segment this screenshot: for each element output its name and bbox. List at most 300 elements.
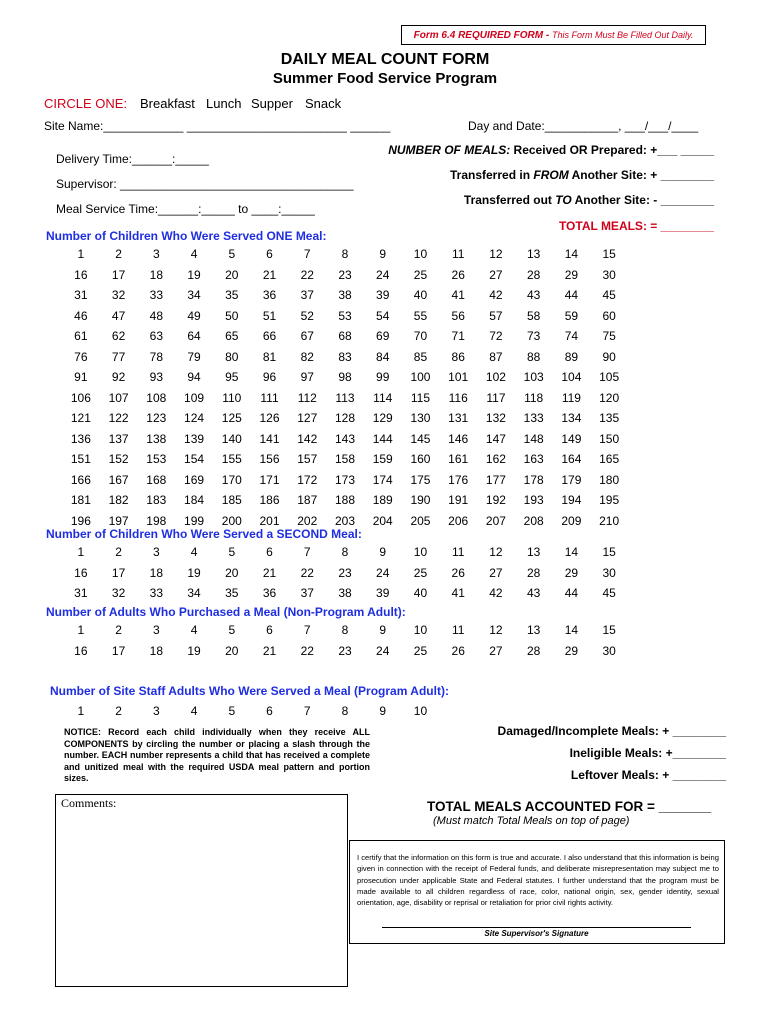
count-number[interactable]: 9 (379, 704, 387, 718)
count-number[interactable]: 197 (108, 513, 129, 528)
count-number[interactable]: 11 (451, 247, 465, 261)
count-number[interactable]: 148 (523, 431, 544, 446)
count-number[interactable]: 26 (451, 565, 465, 580)
count-number[interactable]: 210 (599, 513, 620, 528)
count-number[interactable]: 17 (111, 565, 126, 580)
count-number[interactable]: 42 (489, 288, 503, 302)
count-number[interactable]: 139 (184, 431, 205, 446)
count-number[interactable]: 64 (187, 329, 201, 343)
count-number[interactable]: 4 (190, 247, 198, 261)
count-number[interactable]: 123 (146, 411, 167, 425)
count-number[interactable]: 110 (222, 390, 242, 405)
count-number[interactable]: 16 (74, 565, 88, 580)
count-number[interactable]: 180 (599, 472, 620, 487)
count-number[interactable]: 189 (372, 493, 393, 507)
count-number[interactable]: 24 (376, 643, 390, 658)
count-number[interactable]: 63 (149, 329, 163, 343)
count-number[interactable]: 52 (300, 308, 314, 323)
count-number[interactable]: 169 (184, 472, 205, 487)
count-number[interactable]: 49 (187, 308, 201, 323)
total-accounted-field[interactable]: TOTAL MEALS ACCOUNTED FOR = _______ (427, 799, 712, 814)
count-number[interactable]: 3 (152, 704, 160, 718)
count-number[interactable]: 8 (341, 704, 349, 718)
count-number[interactable]: 3 (152, 545, 160, 559)
option-supper[interactable]: Supper (251, 96, 293, 111)
count-number[interactable]: 46 (74, 308, 88, 323)
total-meals-field[interactable]: TOTAL MEALS: = ________ (558, 219, 714, 233)
count-number[interactable]: 34 (187, 288, 201, 302)
count-number[interactable]: 74 (564, 329, 579, 343)
count-number[interactable]: 115 (410, 390, 431, 405)
count-number[interactable]: 29 (564, 643, 579, 658)
count-number[interactable]: 19 (187, 643, 201, 658)
count-number[interactable]: 15 (602, 623, 616, 637)
count-number[interactable]: 11 (451, 545, 465, 559)
count-number[interactable]: 87 (489, 349, 503, 364)
count-number[interactable]: 119 (561, 390, 581, 405)
count-number[interactable]: 35 (225, 586, 239, 600)
count-number[interactable]: 122 (108, 411, 129, 425)
count-number[interactable]: 190 (410, 493, 431, 507)
count-number[interactable]: 103 (523, 370, 544, 384)
count-number[interactable]: 2 (115, 704, 122, 718)
count-number[interactable]: 99 (376, 370, 390, 384)
count-number[interactable]: 130 (410, 411, 431, 425)
count-number[interactable]: 137 (108, 431, 129, 446)
count-number[interactable]: 4 (190, 623, 198, 637)
count-number[interactable]: 23 (338, 643, 352, 658)
count-number[interactable]: 23 (338, 565, 352, 580)
count-number[interactable]: 205 (410, 513, 431, 528)
count-number[interactable]: 20 (225, 643, 239, 658)
count-number[interactable]: 37 (300, 288, 314, 302)
count-number[interactable]: 50 (225, 308, 239, 323)
site-name-field[interactable]: Site Name:____________ ________________________ ______ (44, 119, 391, 133)
count-number[interactable]: 133 (523, 411, 544, 425)
count-number[interactable]: 30 (602, 565, 616, 580)
count-number[interactable]: 111 (260, 390, 279, 405)
count-number[interactable]: 202 (297, 513, 318, 528)
count-number[interactable]: 136 (70, 431, 91, 446)
count-number[interactable]: 77 (111, 349, 126, 364)
count-number[interactable]: 76 (74, 349, 88, 364)
count-number[interactable]: 22 (300, 565, 314, 580)
count-number[interactable]: 39 (376, 586, 390, 600)
count-number[interactable]: 27 (489, 565, 503, 580)
count-number[interactable]: 15 (602, 545, 616, 559)
count-number[interactable]: 156 (259, 452, 280, 466)
count-number[interactable]: 184 (184, 493, 205, 507)
option-lunch[interactable]: Lunch (206, 96, 242, 111)
count-number[interactable]: 112 (297, 390, 317, 405)
count-number[interactable]: 38 (338, 288, 352, 302)
count-number[interactable]: 10 (413, 545, 428, 559)
count-number[interactable]: 106 (70, 390, 91, 405)
count-number[interactable]: 208 (523, 513, 544, 528)
count-number[interactable]: 138 (146, 431, 167, 446)
count-number[interactable]: 7 (303, 247, 311, 261)
count-number[interactable]: 113 (335, 390, 355, 405)
count-number[interactable]: 27 (489, 267, 503, 282)
count-number[interactable]: 7 (303, 545, 311, 559)
count-number[interactable]: 12 (489, 247, 503, 261)
count-number[interactable]: 150 (599, 431, 620, 446)
count-number[interactable]: 45 (602, 586, 616, 600)
count-number[interactable]: 21 (262, 267, 277, 282)
count-number[interactable]: 120 (599, 390, 620, 405)
count-number[interactable]: 81 (262, 349, 277, 364)
count-number[interactable]: 21 (262, 565, 277, 580)
count-number[interactable]: 191 (448, 493, 469, 507)
count-number[interactable]: 10 (413, 247, 428, 261)
count-number[interactable]: 116 (448, 390, 468, 405)
count-number[interactable]: 22 (300, 643, 314, 658)
count-number[interactable]: 175 (410, 472, 431, 487)
count-number[interactable]: 39 (376, 288, 390, 302)
count-number[interactable]: 13 (526, 545, 541, 559)
count-number[interactable]: 1 (77, 247, 85, 261)
count-number[interactable]: 142 (297, 431, 318, 446)
count-number[interactable]: 9 (379, 623, 387, 637)
count-number[interactable]: 127 (297, 411, 318, 425)
count-number[interactable]: 14 (564, 545, 579, 559)
count-number[interactable]: 160 (410, 452, 431, 466)
count-number[interactable]: 129 (372, 411, 393, 425)
count-number[interactable]: 194 (561, 493, 582, 507)
count-number[interactable]: 25 (413, 565, 428, 580)
count-number[interactable]: 198 (146, 513, 167, 528)
count-number[interactable]: 32 (111, 586, 126, 600)
count-number[interactable]: 199 (184, 513, 205, 528)
count-number[interactable]: 97 (300, 370, 314, 384)
count-number[interactable]: 19 (187, 565, 201, 580)
count-number[interactable]: 62 (111, 329, 126, 343)
delivery-time-field[interactable]: Delivery Time:______:_____ (56, 152, 209, 166)
count-number[interactable]: 161 (448, 452, 469, 466)
count-number[interactable]: 5 (228, 623, 236, 637)
count-number[interactable]: 100 (410, 370, 431, 384)
count-number[interactable]: 28 (526, 643, 541, 658)
count-number[interactable]: 204 (372, 513, 393, 528)
count-number[interactable]: 68 (338, 329, 352, 343)
count-number[interactable]: 164 (561, 452, 582, 466)
count-number[interactable]: 89 (564, 349, 579, 364)
count-number[interactable]: 41 (451, 288, 465, 302)
received-prepared-field[interactable]: NUMBER OF MEALS: Received OR Prepared: +___ _____ (388, 143, 714, 157)
count-number[interactable]: 195 (599, 493, 620, 507)
count-number[interactable]: 170 (221, 472, 242, 487)
count-number[interactable]: 140 (221, 431, 242, 446)
count-number[interactable]: 109 (184, 390, 205, 405)
ineligible-meals-field[interactable]: Ineligible Meals: +________ (569, 746, 726, 760)
count-number[interactable]: 14 (564, 623, 579, 637)
count-number[interactable]: 182 (108, 493, 129, 507)
count-number[interactable]: 8 (341, 247, 349, 261)
count-number[interactable]: 26 (451, 267, 465, 282)
count-number[interactable]: 85 (413, 349, 428, 364)
count-number[interactable]: 24 (376, 565, 390, 580)
count-number[interactable]: 174 (372, 472, 393, 487)
count-number[interactable]: 25 (413, 267, 428, 282)
count-number[interactable]: 59 (564, 308, 579, 323)
count-number[interactable]: 19 (187, 267, 201, 282)
count-number[interactable]: 23 (338, 267, 352, 282)
count-number[interactable]: 61 (74, 329, 88, 343)
comments-box[interactable] (55, 794, 348, 987)
count-number[interactable]: 7 (303, 704, 311, 718)
count-number[interactable]: 135 (599, 411, 620, 425)
count-number[interactable]: 151 (70, 452, 91, 466)
count-number[interactable]: 124 (184, 411, 205, 425)
count-number[interactable]: 152 (108, 452, 129, 466)
count-number[interactable]: 30 (602, 267, 616, 282)
count-number[interactable]: 179 (561, 472, 582, 487)
count-number[interactable]: 98 (338, 370, 352, 384)
count-number[interactable]: 158 (334, 452, 355, 466)
count-number[interactable]: 30 (602, 643, 616, 658)
count-number[interactable]: 173 (334, 472, 355, 487)
count-number[interactable]: 168 (146, 472, 167, 487)
count-number[interactable]: 10 (413, 623, 428, 637)
count-number[interactable]: 45 (602, 288, 616, 302)
count-number[interactable]: 192 (485, 493, 506, 507)
count-number[interactable]: 193 (523, 493, 544, 507)
count-number[interactable]: 157 (297, 452, 318, 466)
count-number[interactable]: 125 (221, 411, 242, 425)
count-number[interactable]: 86 (451, 349, 465, 364)
count-number[interactable]: 163 (523, 452, 544, 466)
count-number[interactable]: 73 (526, 329, 541, 343)
count-number[interactable]: 60 (602, 308, 616, 323)
count-number[interactable]: 33 (149, 288, 163, 302)
count-number[interactable]: 162 (485, 452, 506, 466)
count-number[interactable]: 128 (334, 411, 355, 425)
count-number[interactable]: 25 (413, 643, 428, 658)
count-number[interactable]: 5 (228, 545, 236, 559)
count-number[interactable]: 166 (70, 472, 91, 487)
count-number[interactable]: 153 (146, 452, 167, 466)
count-number[interactable]: 83 (338, 349, 352, 364)
count-number[interactable]: 107 (108, 390, 129, 405)
count-number[interactable]: 35 (225, 288, 239, 302)
count-number[interactable]: 20 (225, 565, 239, 580)
count-number[interactable]: 6 (266, 545, 273, 559)
count-number[interactable]: 36 (262, 586, 277, 600)
damaged-meals-field[interactable]: Damaged/Incomplete Meals: + ________ (497, 724, 726, 738)
count-number[interactable]: 18 (149, 643, 163, 658)
transferred-in-field[interactable]: Transferred in FROM Another Site: + ________ (450, 168, 714, 182)
count-number[interactable]: 17 (111, 643, 126, 658)
count-number[interactable]: 118 (524, 390, 544, 405)
count-number[interactable]: 134 (561, 411, 582, 425)
count-number[interactable]: 40 (413, 586, 428, 600)
count-number[interactable]: 44 (564, 586, 579, 600)
count-number[interactable]: 80 (225, 349, 239, 364)
count-number[interactable]: 155 (221, 452, 242, 466)
count-number[interactable]: 56 (451, 308, 465, 323)
count-number[interactable]: 14 (564, 247, 579, 261)
count-number[interactable]: 108 (146, 390, 167, 405)
count-number[interactable]: 209 (561, 513, 582, 528)
count-number[interactable]: 72 (489, 329, 503, 343)
count-number[interactable]: 6 (266, 247, 273, 261)
count-number[interactable]: 28 (526, 267, 541, 282)
count-number[interactable]: 31 (74, 586, 88, 600)
count-number[interactable]: 79 (187, 349, 201, 364)
count-number[interactable]: 96 (262, 370, 277, 384)
count-number[interactable]: 29 (564, 565, 579, 580)
count-number[interactable]: 27 (489, 643, 503, 658)
count-number[interactable]: 47 (111, 308, 126, 323)
count-number[interactable]: 145 (410, 431, 431, 446)
count-number[interactable]: 141 (259, 431, 280, 446)
count-number[interactable]: 16 (74, 267, 88, 282)
count-number[interactable]: 91 (74, 370, 88, 384)
count-number[interactable]: 5 (228, 704, 236, 718)
count-number[interactable]: 22 (300, 267, 314, 282)
count-number[interactable]: 69 (376, 329, 390, 343)
count-number[interactable]: 40 (413, 288, 428, 302)
count-number[interactable]: 105 (599, 370, 620, 384)
count-number[interactable]: 172 (297, 472, 318, 487)
count-number[interactable]: 94 (187, 370, 201, 384)
count-number[interactable]: 10 (413, 704, 428, 718)
count-number[interactable]: 1 (77, 704, 85, 718)
count-number[interactable]: 36 (262, 288, 277, 302)
count-number[interactable]: 13 (526, 247, 541, 261)
count-number[interactable]: 41 (451, 586, 465, 600)
count-number[interactable]: 206 (448, 513, 469, 528)
count-number[interactable]: 29 (564, 267, 579, 282)
count-number[interactable]: 121 (70, 411, 91, 425)
count-number[interactable]: 1 (77, 623, 85, 637)
leftover-meals-field[interactable]: Leftover Meals: + ________ (570, 768, 726, 782)
count-number[interactable]: 167 (108, 472, 129, 487)
count-number[interactable]: 75 (602, 329, 616, 343)
count-number[interactable]: 24 (376, 267, 390, 282)
count-number[interactable]: 12 (489, 623, 503, 637)
count-number[interactable]: 2 (115, 545, 122, 559)
count-number[interactable]: 132 (485, 411, 506, 425)
count-number[interactable]: 95 (225, 370, 239, 384)
count-number[interactable]: 159 (372, 452, 393, 466)
count-number[interactable]: 5 (228, 247, 236, 261)
count-number[interactable]: 149 (561, 431, 582, 446)
count-number[interactable]: 9 (379, 545, 387, 559)
count-number[interactable]: 9 (379, 247, 387, 261)
count-number[interactable]: 178 (523, 472, 544, 487)
count-number[interactable]: 102 (485, 370, 506, 384)
count-number[interactable]: 114 (373, 390, 393, 405)
count-number[interactable]: 196 (70, 513, 91, 528)
count-number[interactable]: 55 (413, 308, 428, 323)
count-number[interactable]: 200 (221, 513, 242, 528)
count-number[interactable]: 15 (602, 247, 616, 261)
count-number[interactable]: 187 (297, 493, 318, 507)
count-number[interactable]: 28 (526, 565, 541, 580)
count-number[interactable]: 57 (489, 308, 503, 323)
count-number[interactable]: 92 (111, 370, 126, 384)
signature-line[interactable] (382, 927, 691, 928)
count-number[interactable]: 12 (489, 545, 503, 559)
option-snack[interactable]: Snack (305, 96, 342, 111)
option-breakfast[interactable]: Breakfast (140, 96, 195, 111)
count-number[interactable]: 201 (259, 513, 280, 528)
count-number[interactable]: 93 (149, 370, 163, 384)
count-number[interactable]: 13 (526, 623, 541, 637)
count-number[interactable]: 84 (376, 349, 390, 364)
count-number[interactable]: 4 (190, 545, 198, 559)
count-number[interactable]: 1 (77, 545, 85, 559)
count-number[interactable]: 17 (111, 267, 126, 282)
count-number[interactable]: 82 (300, 349, 314, 364)
count-number[interactable]: 176 (448, 472, 469, 487)
count-number[interactable]: 3 (152, 623, 160, 637)
count-number[interactable]: 2 (115, 247, 122, 261)
count-number[interactable]: 147 (485, 431, 506, 446)
count-number[interactable]: 70 (413, 329, 428, 343)
count-number[interactable]: 6 (266, 704, 273, 718)
count-number[interactable]: 48 (149, 308, 163, 323)
count-number[interactable]: 34 (187, 586, 201, 600)
count-number[interactable]: 16 (74, 643, 88, 658)
count-number[interactable]: 165 (599, 452, 620, 466)
day-date-field[interactable]: Day and Date:___________, ___/___/____ (468, 119, 699, 133)
count-number[interactable]: 131 (448, 411, 469, 425)
count-number[interactable]: 104 (561, 370, 582, 384)
count-number[interactable]: 18 (149, 565, 163, 580)
count-number[interactable]: 143 (334, 431, 355, 446)
count-number[interactable]: 31 (74, 288, 88, 302)
count-number[interactable]: 203 (334, 513, 355, 528)
count-number[interactable]: 65 (225, 329, 239, 343)
count-number[interactable]: 6 (266, 623, 273, 637)
count-number[interactable]: 38 (338, 586, 352, 600)
count-number[interactable]: 26 (451, 643, 465, 658)
count-number[interactable]: 8 (341, 545, 349, 559)
count-number[interactable]: 186 (259, 493, 280, 507)
count-number[interactable]: 177 (485, 472, 506, 487)
count-number[interactable]: 117 (486, 390, 506, 405)
count-number[interactable]: 144 (372, 431, 393, 446)
count-number[interactable]: 207 (485, 513, 506, 528)
count-number[interactable]: 3 (152, 247, 160, 261)
count-number[interactable]: 185 (221, 493, 242, 507)
count-number[interactable]: 2 (115, 623, 122, 637)
count-number[interactable]: 126 (259, 411, 280, 425)
count-number[interactable]: 54 (376, 308, 390, 323)
count-number[interactable]: 8 (341, 623, 349, 637)
count-number[interactable]: 7 (303, 623, 311, 637)
count-number[interactable]: 146 (448, 431, 469, 446)
transferred-out-field[interactable]: Transferred out TO Another Site: - ________ (463, 193, 714, 207)
meal-service-time-field[interactable]: Meal Service Time:______:_____ to ____:_____ (56, 202, 315, 216)
supervisor-field[interactable]: Supervisor: ___________________________________ (56, 177, 354, 191)
count-number[interactable]: 51 (262, 308, 277, 323)
count-number[interactable]: 43 (526, 586, 541, 600)
count-number[interactable]: 21 (262, 643, 277, 658)
count-number[interactable]: 183 (146, 493, 167, 507)
count-number[interactable]: 20 (225, 267, 239, 282)
count-number[interactable]: 42 (489, 586, 503, 600)
count-number[interactable]: 90 (602, 349, 616, 364)
count-number[interactable]: 66 (262, 329, 277, 343)
count-number[interactable]: 53 (338, 308, 352, 323)
count-number[interactable]: 4 (190, 704, 198, 718)
count-number[interactable]: 43 (526, 288, 541, 302)
count-number[interactable]: 188 (334, 493, 355, 507)
count-number[interactable]: 181 (70, 493, 91, 507)
